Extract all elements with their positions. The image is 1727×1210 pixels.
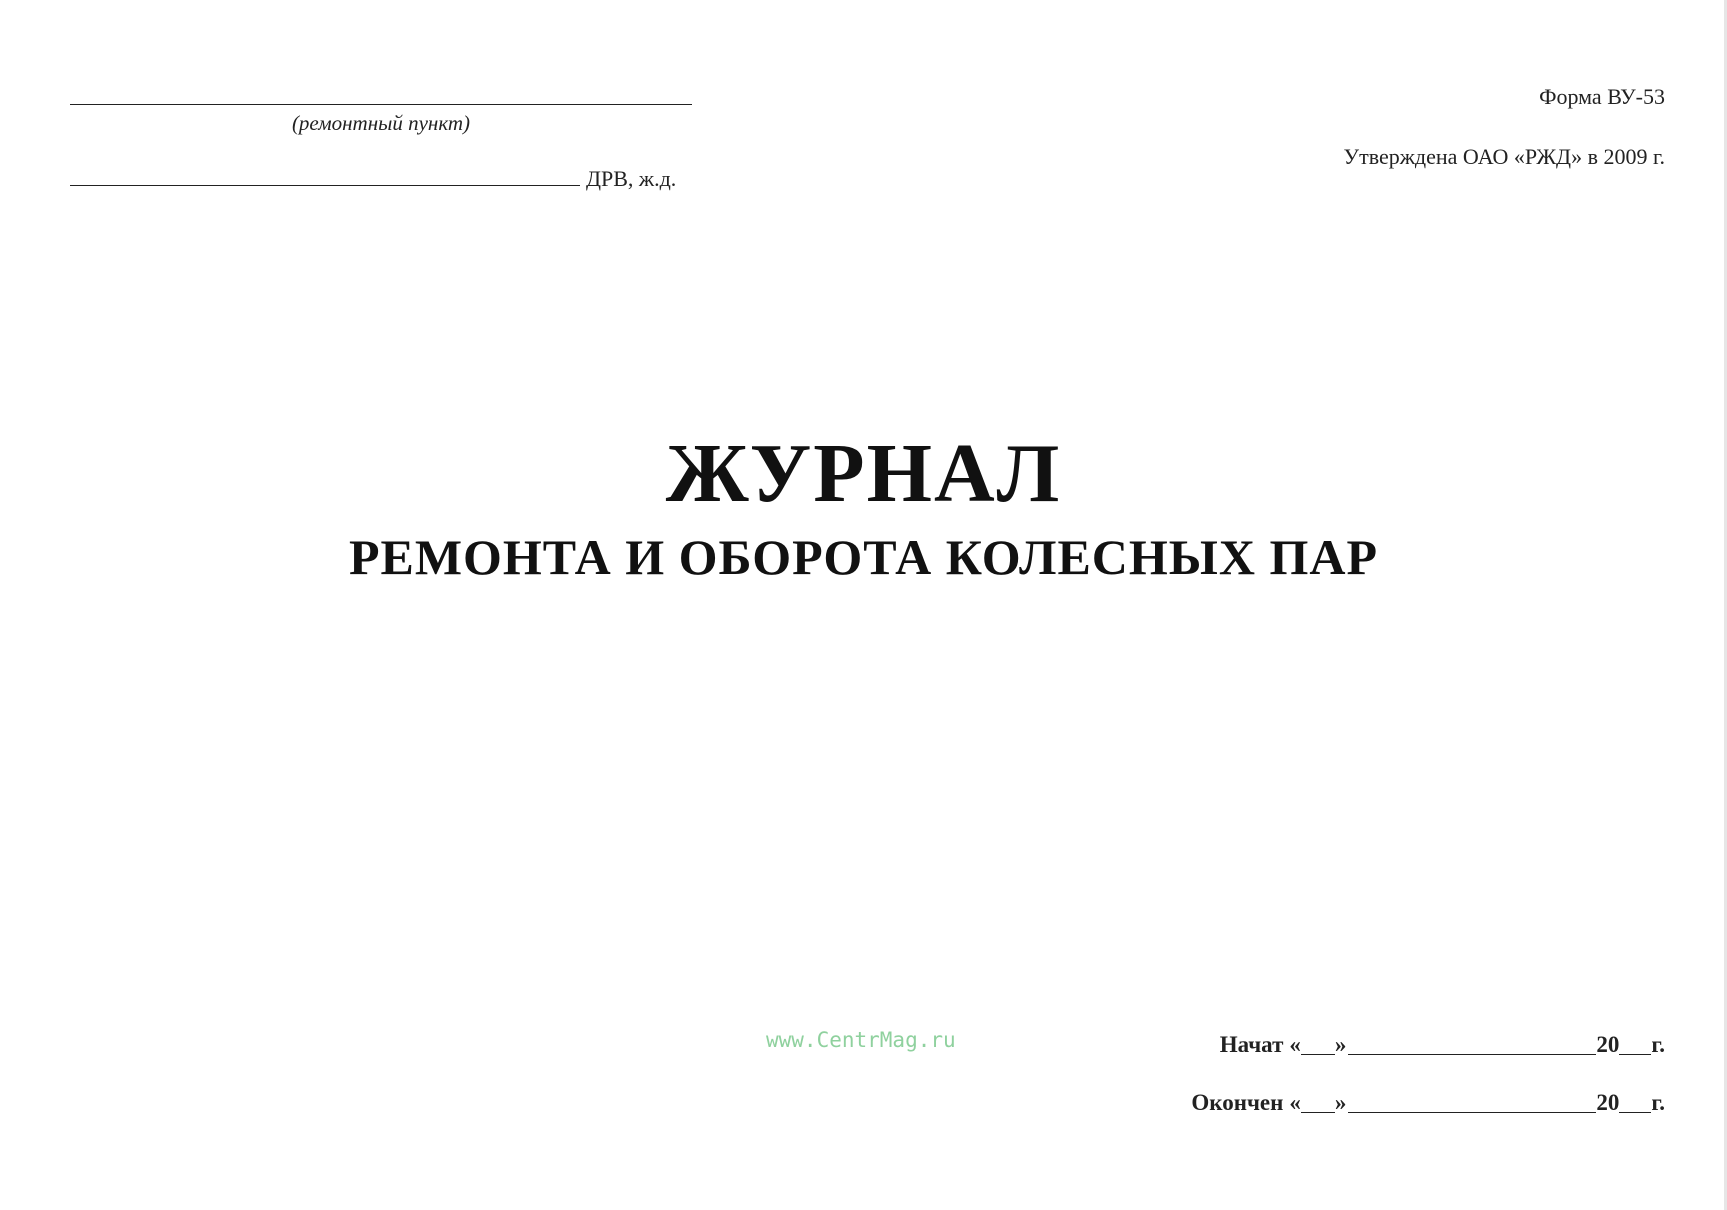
repair-point-caption: (ремонтный пункт) [291, 111, 471, 135]
open-quote: « [1289, 1090, 1301, 1115]
finished-label: Окончен [1191, 1090, 1284, 1115]
watermark: www.CentrMag.ru [766, 1028, 956, 1052]
drv-line [70, 185, 580, 186]
started-day-blank [1301, 1032, 1335, 1055]
started-month-blank [1348, 1032, 1596, 1055]
finished-date-row [1191, 1090, 1665, 1116]
form-code: Форма ВУ-53 [1539, 84, 1665, 109]
drv-row [70, 166, 676, 192]
year-prefix: 20 [1596, 1090, 1620, 1115]
year-suffix: г. [1651, 1032, 1665, 1057]
close-quote: » [1334, 1090, 1347, 1115]
open-quote: « [1289, 1032, 1301, 1057]
started-date-row [1220, 1032, 1665, 1058]
started-year-blank [1619, 1032, 1651, 1055]
close-quote: » [1334, 1032, 1347, 1057]
page-subtitle: РЕМОНТА И ОБОРОТА КОЛЕСНЫХ ПАР [348, 529, 1379, 585]
year-suffix: г. [1651, 1090, 1665, 1115]
finished-month-blank [1348, 1090, 1596, 1113]
drv-label: ДРВ, ж.д. [586, 166, 677, 191]
finished-day-blank [1301, 1090, 1335, 1113]
year-prefix: 20 [1596, 1032, 1620, 1057]
repair-point-line [70, 104, 692, 105]
finished-year-blank [1619, 1090, 1651, 1113]
started-label: Начат [1219, 1032, 1284, 1057]
approval-note: Утверждена ОАО «РЖД» в 2009 г. [1343, 144, 1665, 169]
page-title: ЖУРНАЛ [665, 427, 1062, 520]
